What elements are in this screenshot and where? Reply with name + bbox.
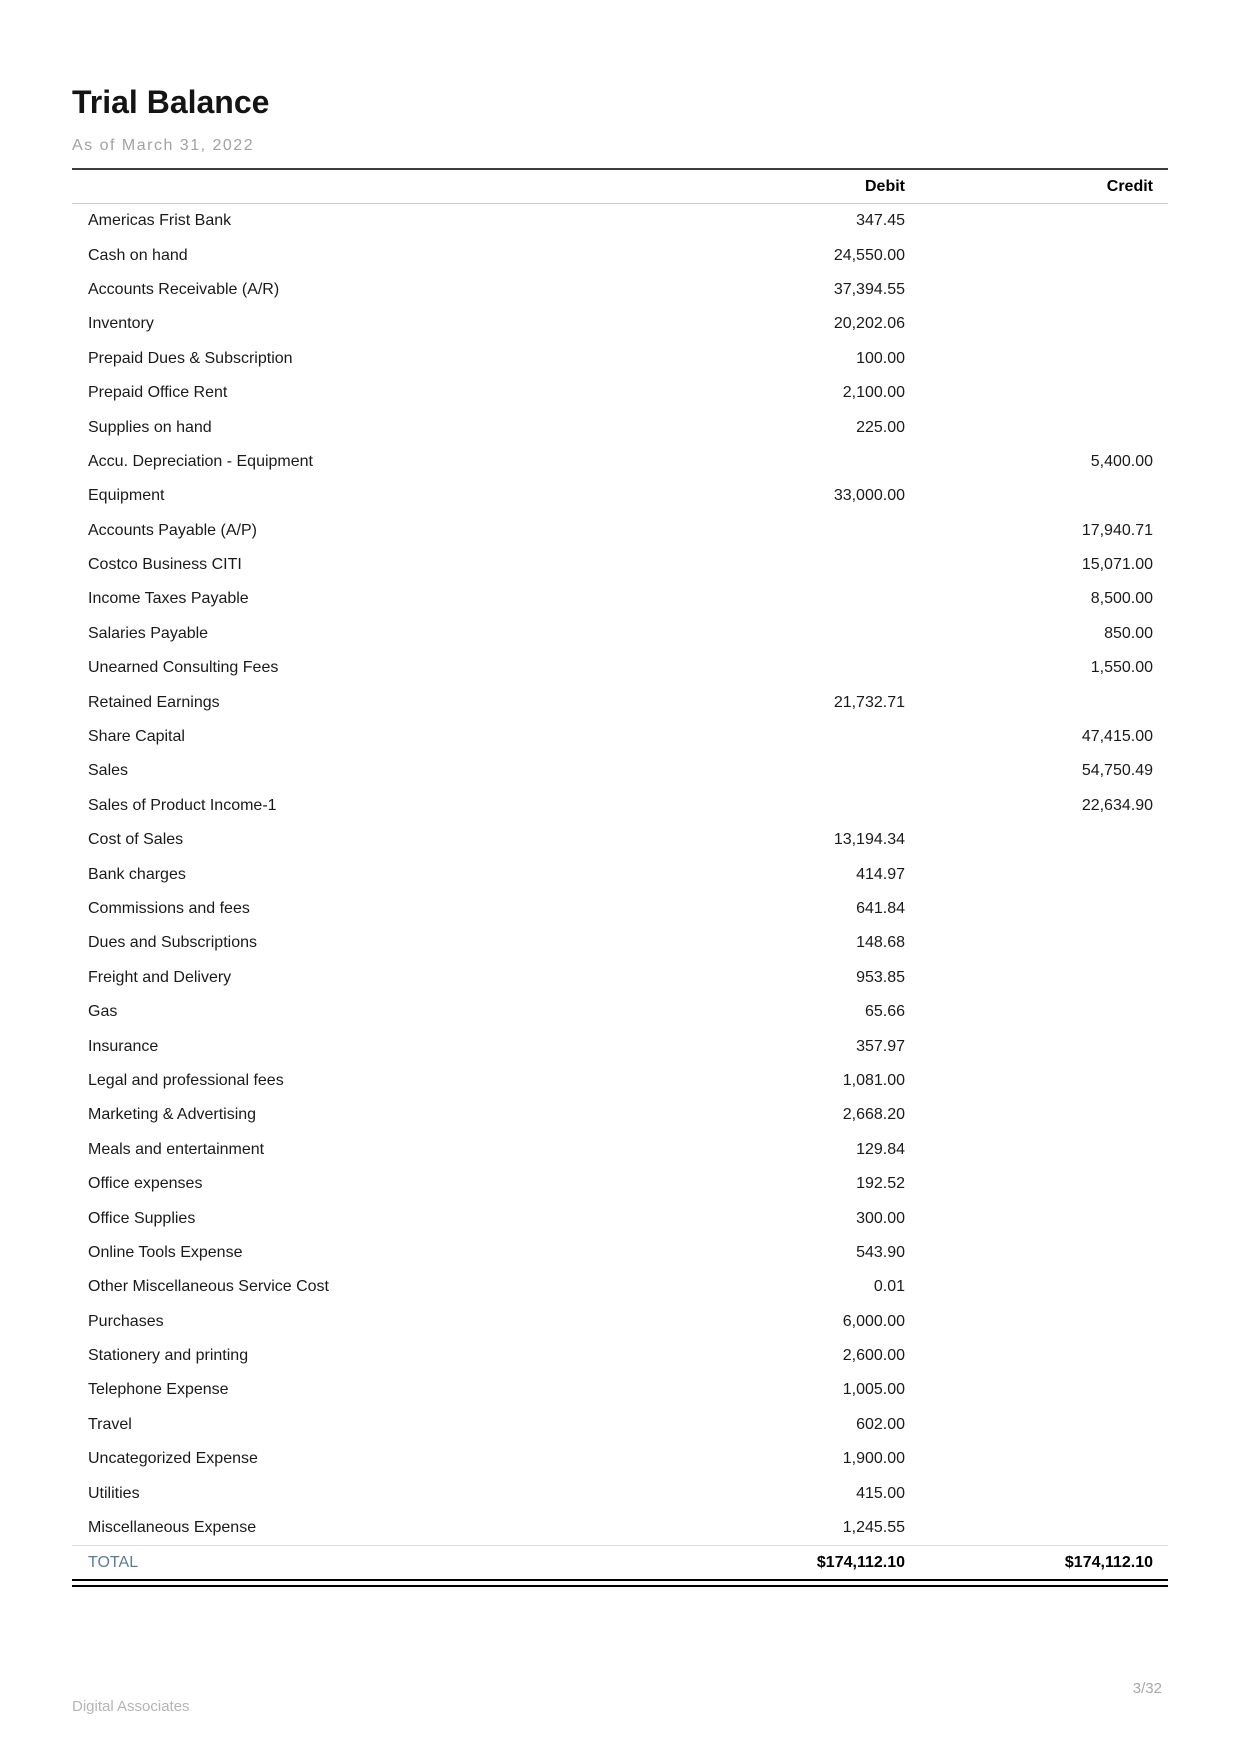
- table-row: [72, 1373, 1168, 1407]
- debit-value: 357.97: [856, 1037, 905, 1055]
- table-row: [72, 651, 1168, 685]
- account-label: Freight and Delivery: [88, 968, 232, 986]
- debit-value: 37,394.55: [833, 280, 905, 298]
- account-label: Prepaid Office Rent: [88, 384, 228, 402]
- debit-value: 414.97: [856, 865, 905, 883]
- debit-value: 2,100.00: [842, 384, 905, 402]
- account-label: Sales of Product Income-1: [88, 796, 277, 814]
- debit-value: 1,005.00: [842, 1381, 905, 1399]
- debit-value: 148.68: [856, 934, 905, 952]
- account-label: Salaries Payable: [88, 624, 209, 642]
- table-row: [72, 754, 1168, 788]
- debit-value: 129.84: [856, 1140, 905, 1158]
- credit-value: 8,500.00: [1090, 590, 1153, 608]
- debit-value: 2,668.20: [842, 1106, 905, 1124]
- table-row: [72, 307, 1168, 341]
- account-label: Travel: [88, 1415, 132, 1433]
- total-double-underline: [72, 1579, 1168, 1587]
- account-label: Marketing & Advertising: [88, 1106, 257, 1124]
- account-label: Gas: [88, 1003, 118, 1021]
- table-row: [72, 926, 1168, 960]
- account-label: Office Supplies: [88, 1209, 196, 1227]
- account-label: Telephone Expense: [88, 1381, 229, 1399]
- account-label: Stationery and printing: [88, 1347, 249, 1365]
- table-row: [72, 1201, 1168, 1235]
- debit-value: 602.00: [856, 1415, 905, 1433]
- credit-value: 1,550.00: [1090, 659, 1153, 677]
- debit-value: 225.00: [856, 418, 905, 436]
- debit-value: 192.52: [856, 1175, 905, 1193]
- account-label: Miscellaneous Expense: [88, 1519, 257, 1537]
- table-header-row: [72, 170, 1168, 204]
- debit-value: 0.01: [873, 1278, 905, 1296]
- debit-value: 33,000.00: [833, 487, 905, 505]
- table-row: [72, 1270, 1168, 1304]
- debit-value: 543.90: [856, 1243, 905, 1261]
- account-label: Americas Frist Bank: [88, 212, 232, 230]
- account-label: Costco Business CITI: [88, 556, 242, 574]
- account-label: Supplies on hand: [88, 418, 212, 436]
- account-label: Cash on hand: [88, 246, 188, 264]
- table-row: [72, 995, 1168, 1029]
- table-row: [72, 961, 1168, 995]
- table-row: [72, 1476, 1168, 1510]
- account-label: Sales: [88, 762, 129, 780]
- table-row: [72, 789, 1168, 823]
- total-credit-value: $174,112.10: [1064, 1553, 1153, 1571]
- debit-value: 13,194.34: [833, 831, 905, 849]
- total-debit-value: $174,112.10: [816, 1553, 905, 1571]
- account-label: Meals and entertainment: [88, 1140, 265, 1158]
- account-label: Share Capital: [88, 728, 185, 746]
- account-label: Insurance: [88, 1037, 159, 1055]
- page-title: Trial Balance: [72, 84, 270, 120]
- account-label: Cost of Sales: [88, 831, 184, 849]
- credit-value: 5,400.00: [1090, 452, 1153, 470]
- credit-value: 15,071.00: [1081, 556, 1153, 574]
- table-row: [72, 514, 1168, 548]
- account-label: Accounts Payable (A/P): [88, 521, 257, 539]
- table-row: [72, 1305, 1168, 1339]
- table-row: [72, 273, 1168, 307]
- credit-value: 22,634.90: [1081, 796, 1153, 814]
- table-row: [72, 617, 1168, 651]
- debit-value: 2,600.00: [842, 1347, 905, 1365]
- table-row: [72, 479, 1168, 513]
- table-row: [72, 685, 1168, 719]
- account-label: Purchases: [88, 1312, 164, 1330]
- debit-value: 347.45: [856, 212, 905, 230]
- account-label: Commissions and fees: [88, 900, 250, 917]
- debit-value: 300.00: [856, 1209, 905, 1227]
- table-row: [72, 892, 1168, 926]
- table-row: [72, 445, 1168, 479]
- account-label: Online Tools Expense: [88, 1243, 243, 1261]
- debit-column-header: Debit: [865, 177, 905, 195]
- table-row: [72, 1511, 1168, 1545]
- table-row: [72, 1133, 1168, 1167]
- debit-value: 24,550.00: [833, 246, 905, 264]
- table-row: [72, 1339, 1168, 1373]
- table-row: [72, 342, 1168, 376]
- account-label: Uncategorized Expense: [88, 1450, 258, 1468]
- credit-value: 54,750.49: [1081, 762, 1153, 780]
- table-row: [72, 1029, 1168, 1063]
- debit-value: 953.85: [856, 968, 905, 986]
- table-row: [72, 857, 1168, 891]
- debit-value: 65.66: [864, 1003, 905, 1021]
- debit-value: 1,245.55: [842, 1519, 905, 1537]
- account-label: Bank charges: [88, 865, 186, 883]
- debit-value: 415.00: [856, 1484, 905, 1502]
- table-row: [72, 548, 1168, 582]
- report-date-subtitle: As of March 31, 2022: [72, 137, 255, 154]
- account-label: Other Miscellaneous Service Cost: [88, 1278, 329, 1296]
- table-row: [72, 376, 1168, 410]
- table-row: [72, 720, 1168, 754]
- debit-value: 1,900.00: [842, 1450, 905, 1468]
- account-label: Legal and professional fees: [88, 1071, 284, 1089]
- account-label: Retained Earnings: [88, 693, 220, 711]
- account-label: Equipment: [88, 487, 165, 505]
- account-label: Accu. Depreciation - Equipment: [88, 452, 313, 470]
- table-row: [72, 410, 1168, 444]
- account-label: Unearned Consulting Fees: [88, 659, 279, 677]
- account-label: Inventory: [88, 315, 154, 333]
- table-row: [72, 204, 1168, 238]
- debit-value: 6,000.00: [842, 1312, 905, 1330]
- footer-page-number: 3/32: [1132, 1680, 1162, 1697]
- table-row: [72, 1408, 1168, 1442]
- debit-value: 21,732.71: [833, 693, 905, 711]
- table-row: [72, 823, 1168, 857]
- debit-value: 100.00: [856, 349, 905, 367]
- account-label: Dues and Subscriptions: [88, 934, 257, 952]
- table-row: [72, 1236, 1168, 1270]
- account-label: Income Taxes Payable: [88, 590, 249, 608]
- account-label: Utilities: [88, 1484, 140, 1502]
- table-row: [72, 1167, 1168, 1201]
- table-row: [72, 582, 1168, 616]
- account-label: Accounts Receivable (A/R): [88, 280, 280, 298]
- account-label: Office expenses: [88, 1175, 203, 1193]
- table-row: [72, 1064, 1168, 1098]
- table-body: [72, 204, 1168, 1545]
- credit-value: 850.00: [1104, 624, 1153, 642]
- total-row: [72, 1545, 1168, 1579]
- credit-value: 47,415.00: [1081, 728, 1153, 746]
- credit-value: 17,940.71: [1081, 521, 1153, 539]
- table-row: [72, 1442, 1168, 1476]
- table-row: [72, 238, 1168, 272]
- total-label: TOTAL: [88, 1553, 139, 1571]
- account-label: Prepaid Dues & Subscription: [88, 349, 293, 367]
- debit-value: 1,081.00: [842, 1071, 905, 1089]
- footer-company-name: Digital Associates: [72, 1698, 190, 1715]
- credit-column-header: Credit: [1106, 177, 1153, 195]
- debit-value: 641.84: [856, 900, 905, 917]
- table-row: [72, 1098, 1168, 1132]
- debit-value: 20,202.06: [833, 315, 905, 333]
